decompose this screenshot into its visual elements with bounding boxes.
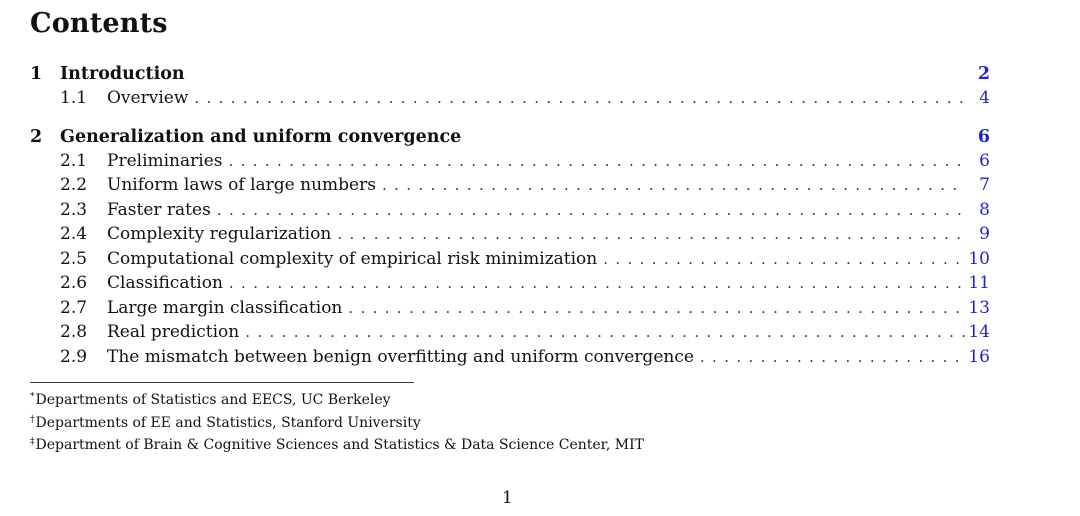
dot-leader	[337, 222, 966, 247]
dot-leader	[382, 173, 966, 198]
section-page-link[interactable]: 2	[977, 64, 990, 84]
subsection-number: 2.3	[60, 199, 88, 220]
subsection-number: 2.8	[60, 322, 88, 342]
subsection-number: 2.2	[60, 175, 88, 195]
dot-leader	[229, 271, 966, 296]
subsection-page-link[interactable]: 14	[968, 322, 990, 342]
dot-leader	[348, 296, 966, 321]
dot-leader	[700, 345, 966, 370]
subsection-number: 2.1	[60, 150, 88, 171]
subsection-title: Overview	[107, 88, 189, 108]
footnote-text: Departments of Statistics and EECS, UC Berkeley	[35, 392, 391, 408]
subsection-page-link[interactable]: 9	[979, 224, 990, 244]
toc-subsection-2-9[interactable]	[60, 345, 990, 370]
footnote	[30, 388, 644, 411]
footnote-mark: †	[30, 414, 35, 425]
table-of-contents	[30, 62, 990, 369]
toc-subsection-2-6[interactable]	[60, 271, 990, 296]
subsection-title: Computational complexity of empirical risk minimization	[107, 248, 598, 269]
subsection-page-link[interactable]: 10	[968, 248, 990, 269]
toc-subsection-2-3[interactable]	[60, 198, 990, 223]
subsection-title: Classification	[107, 273, 223, 293]
dot-leader	[229, 149, 967, 174]
toc-subsection-2-1[interactable]	[60, 149, 990, 174]
toc-section-2[interactable]	[30, 125, 990, 149]
subsection-title: Faster rates	[107, 199, 211, 220]
dot-leader	[245, 320, 966, 345]
section-gap	[30, 111, 990, 125]
footnote-text: Departments of EE and Statistics, Stanford University	[35, 414, 421, 431]
subsection-title: Uniform laws of large numbers	[107, 175, 376, 195]
footnote	[30, 411, 644, 434]
footnote-rule	[30, 382, 414, 383]
subsection-number: 2.7	[60, 297, 88, 318]
toc-subsection-2-2[interactable]	[60, 173, 990, 198]
subsection-page-link[interactable]: 8	[979, 199, 990, 220]
subsection-title: Complexity regularization	[107, 224, 332, 244]
dot-leader	[603, 247, 966, 272]
footnotes	[30, 388, 644, 456]
section-number: 1	[30, 64, 43, 84]
subsection-page-link[interactable]: 11	[968, 273, 990, 293]
subsection-page-link[interactable]: 6	[979, 150, 990, 171]
footnote	[30, 433, 644, 456]
subsection-number: 2.6	[60, 273, 88, 293]
toc-subsection-2-5[interactable]	[60, 247, 990, 272]
page-title: Contents	[30, 8, 168, 39]
subsection-page-link[interactable]: 16	[968, 346, 990, 367]
subsection-page-link[interactable]: 13	[968, 297, 990, 318]
subsection-number: 1.1	[60, 88, 88, 108]
subsection-title: Real prediction	[107, 322, 240, 342]
subsection-page-link[interactable]: 4	[979, 88, 990, 108]
toc-subsection-1-1[interactable]	[60, 86, 990, 111]
subsection-title: Large margin classification	[107, 297, 343, 318]
dot-leader	[217, 198, 966, 223]
footnote-mark: ‡	[30, 437, 35, 447]
subsection-number: 2.5	[60, 248, 88, 269]
dot-leader	[194, 86, 966, 111]
subsection-page-link[interactable]: 7	[979, 175, 990, 195]
page-number: 1	[502, 488, 513, 508]
subsection-title: Preliminaries	[107, 150, 223, 171]
toc-subsection-2-8[interactable]	[60, 320, 990, 345]
toc-subsection-2-7[interactable]	[60, 296, 990, 321]
footnote-mark: *	[30, 392, 35, 402]
section-number: 2	[30, 126, 43, 147]
section-title: Introduction	[60, 64, 185, 84]
toc-section-1[interactable]	[30, 62, 990, 86]
subsection-number: 2.9	[60, 346, 88, 367]
section-page-link[interactable]: 6	[977, 126, 990, 147]
subsection-title: The mismatch between benign overfitting and uniform convergence	[107, 346, 694, 367]
footnote-text: Department of Brain & Cognitive Sciences and Statistics & Data Science Center, MIT	[35, 437, 644, 453]
toc-subsection-2-4[interactable]	[60, 222, 990, 247]
section-title: Generalization and uniform convergence	[60, 126, 462, 147]
subsection-number: 2.4	[60, 224, 88, 244]
